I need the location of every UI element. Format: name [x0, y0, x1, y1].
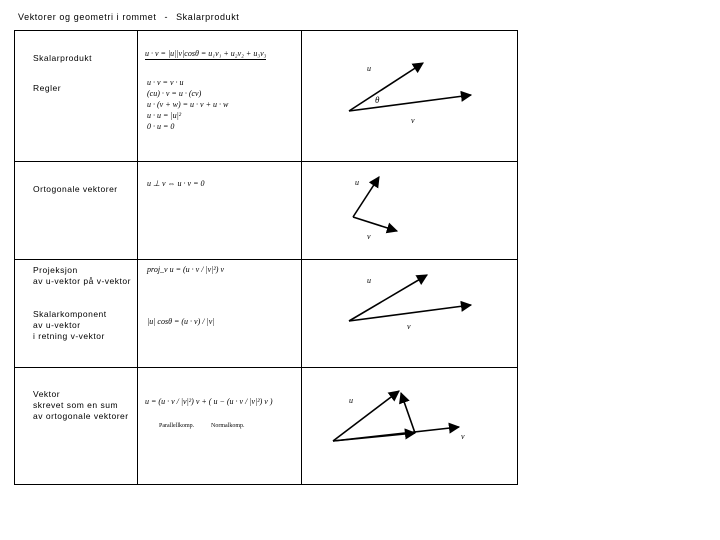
- page-title: [18, 12, 239, 22]
- title-main: Vektorer og geometri i rommet: [18, 12, 157, 22]
- vector-v-label: v: [367, 232, 371, 241]
- vector-u-arrow: [349, 275, 427, 321]
- rules-table: [14, 30, 518, 485]
- row-divider-1: [15, 161, 517, 162]
- row-divider-2: [15, 259, 517, 260]
- diagram-projeksjon: [345, 271, 475, 337]
- title-subtitle: Skalarprodukt: [176, 12, 240, 22]
- row-divider-3: [15, 367, 517, 368]
- normal-component-arrow: [401, 393, 415, 433]
- formula-skalarkomponent: |u| cosθ = (u · v) / |v|: [147, 317, 215, 326]
- parallel-component-arrow: [333, 433, 415, 441]
- vector-v-arrow: [353, 217, 397, 231]
- formula-projeksjon: proj_v u = (u · v / |v|²) v: [147, 265, 224, 274]
- vector-v-arrow: [349, 95, 471, 111]
- caption-normal: Normalkomp.: [211, 423, 245, 429]
- label-regler: Regler: [33, 83, 62, 93]
- title-separator: -: [164, 12, 169, 22]
- label-ortogonale: Ortogonale vektorer: [33, 184, 118, 194]
- diagram-ortogonal-sum: [329, 387, 469, 451]
- label-projeksjon: Projeksjon av u-vektor på v-vektor: [33, 265, 131, 286]
- column-divider-1: [137, 31, 138, 484]
- label-skalarprodukt: Skalarprodukt: [33, 53, 92, 63]
- formula-ortogonal-sum: u = (u · v / |v|²) v + ( u − (u · v / |v|²) v ): [145, 397, 273, 406]
- vector-v-label: v: [461, 432, 465, 441]
- vector-u-label: u: [367, 276, 371, 285]
- diagram-ortogonale: [345, 173, 415, 241]
- formula-skalarprodukt: u · v = |u||v|cosθ = u₁v₁ + u₂v₂ + u₃v₃: [145, 49, 267, 58]
- vector-u-arrow: [349, 63, 423, 111]
- label-ortogonal-sum: Vektor skrevet som en sum av ortogonale vektorer: [33, 389, 129, 421]
- caption-parallell: Parallellkomp.: [159, 423, 195, 429]
- vector-v-label: v: [407, 322, 411, 331]
- column-divider-2: [301, 31, 302, 484]
- formula-regler: u · v = v · u (cu) · v = u · (cv) u · (v + w) = u · v + u · w u · u = |u|² 0 · u = 0: [147, 78, 229, 131]
- vector-v-arrow: [349, 305, 471, 321]
- vector-u-label: u: [349, 396, 353, 405]
- angle-theta-label: θ: [375, 95, 380, 105]
- vector-u-arrow: [333, 391, 399, 441]
- vector-u-label: u: [355, 178, 359, 187]
- vector-u-label: u: [367, 64, 371, 73]
- vector-v-label: v: [411, 116, 415, 125]
- diagram-skalarprodukt: [345, 59, 475, 127]
- label-skalarkomponent: Skalarkomponent av u-vektor i retning v-vektor: [33, 309, 107, 341]
- formula-ortogonale: u ⊥ v ⇔ u · v = 0: [147, 179, 205, 188]
